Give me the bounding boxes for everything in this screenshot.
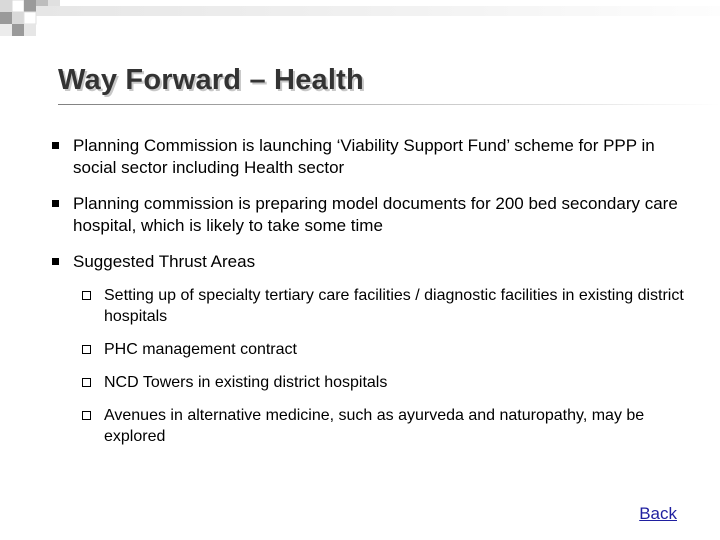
sub-bullet-item <box>82 285 692 327</box>
bullet-item <box>52 135 692 179</box>
sub-bullet-text: Setting up of specialty tertiary care facilities / diagnostic facilities in existing district hospitals <box>104 287 684 325</box>
slide-title: Way Forward – Health <box>58 64 364 96</box>
title-area <box>58 64 364 97</box>
square-bullet-icon <box>52 142 59 149</box>
bullet-text: Planning Commission is launching ‘Viability Support Fund’ scheme for PPP in social sector including Health sector <box>73 136 655 177</box>
back-link[interactable]: Back <box>639 504 677 523</box>
sub-bullet-text: PHC management contract <box>104 341 297 358</box>
header-decoration <box>0 0 720 48</box>
sub-bullet-item <box>82 405 692 447</box>
hollow-square-bullet-icon <box>82 291 91 300</box>
bullet-text: Suggested Thrust Areas <box>73 252 256 271</box>
bullet-text: Planning commission is preparing model documents for 200 bed secondary care hospital, which is likely to take some time <box>73 194 678 235</box>
hollow-square-bullet-icon <box>82 378 91 387</box>
square-bullet-icon <box>52 200 59 207</box>
sub-bullet-item <box>82 372 692 393</box>
bullet-item <box>52 193 692 237</box>
sub-bullet-text: NCD Towers in existing district hospitals <box>104 374 388 391</box>
bullet-item <box>52 251 692 447</box>
title-divider <box>58 104 720 105</box>
sub-bullet-text: Avenues in alternative medicine, such as ayurveda and naturopathy, may be explored <box>104 407 645 445</box>
sub-bullet-item <box>82 339 692 360</box>
hollow-square-bullet-icon <box>82 345 91 354</box>
square-bullet-icon <box>52 258 59 265</box>
hollow-square-bullet-icon <box>82 411 91 420</box>
sub-bullet-list <box>82 285 692 447</box>
bullet-list <box>52 135 692 461</box>
